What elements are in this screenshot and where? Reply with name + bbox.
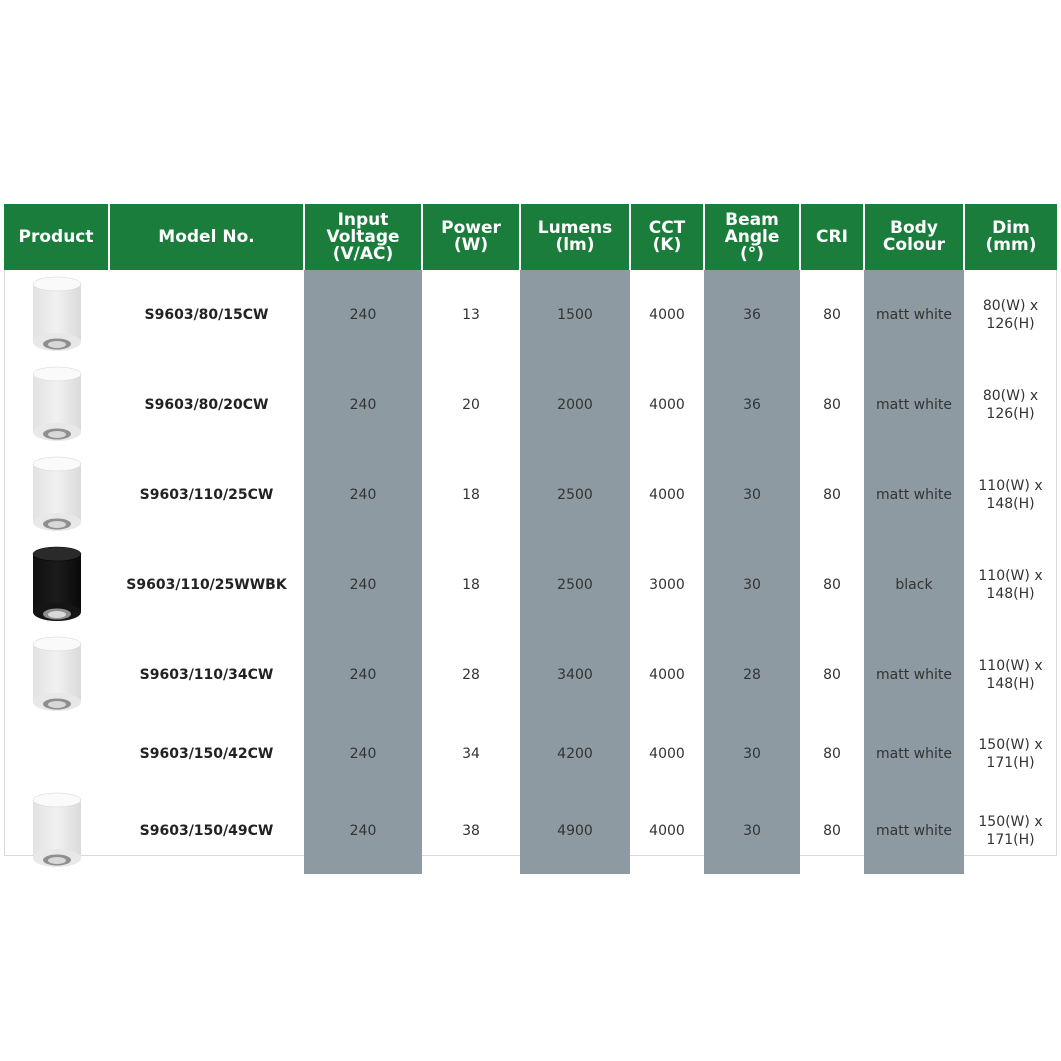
header-model: Model No. — [109, 204, 304, 270]
header-dim: Dim (mm) — [964, 204, 1057, 270]
model-cell: S9603/150/49CW — [139, 823, 274, 839]
table-row — [4, 270, 1057, 360]
product-image-cell — [4, 450, 109, 540]
lumens-cell: 1500 — [520, 270, 630, 360]
lumens-cell: 2500 — [520, 540, 630, 630]
product-image-cell — [4, 270, 109, 360]
beam-cell: 28 — [704, 630, 800, 720]
product-image-cell — [4, 720, 109, 788]
cct-cell: 4000 — [649, 307, 685, 323]
power-cell: 18 — [462, 487, 480, 503]
beam-cell: 36 — [704, 360, 800, 450]
voltage-cell: 240 — [304, 788, 422, 874]
header-body-colour: Body Colour — [864, 204, 964, 270]
header-lumens: Lumens (lm) — [520, 204, 630, 270]
body-colour-cell: matt white — [864, 360, 964, 450]
power-cell: 34 — [462, 746, 480, 762]
cri-cell: 80 — [823, 667, 841, 683]
voltage-cell: 240 — [304, 270, 422, 360]
cri-cell: 80 — [823, 397, 841, 413]
cct-cell: 4000 — [649, 397, 685, 413]
table-row — [4, 540, 1057, 630]
header-voltage: Input Voltage (V/AC) — [304, 204, 422, 270]
model-cell: S9603/80/15CW — [144, 307, 269, 323]
dim-cell: 110(W) x 148(H) — [978, 478, 1043, 512]
beam-cell: 30 — [704, 450, 800, 540]
header-cri: CRI — [800, 204, 864, 270]
header-row — [4, 204, 1057, 270]
body-colour-cell: matt white — [864, 450, 964, 540]
table-row — [4, 720, 1057, 788]
model-cell: S9603/110/34CW — [139, 667, 274, 683]
header-beam-angle: Beam Angle (°) — [704, 204, 800, 270]
body-colour-cell: black — [864, 540, 964, 630]
product-spec-table — [4, 204, 1057, 874]
white-downlight-icon — [31, 366, 83, 444]
dim-cell: 110(W) x 148(H) — [978, 658, 1043, 692]
dim-cell: 150(W) x 171(H) — [978, 814, 1043, 848]
beam-cell: 30 — [704, 540, 800, 630]
body-colour-cell: matt white — [864, 270, 964, 360]
model-cell: S9603/110/25CW — [139, 487, 274, 503]
white-downlight-icon — [31, 792, 83, 870]
power-cell: 18 — [462, 577, 480, 593]
cct-cell: 4000 — [649, 746, 685, 762]
voltage-cell: 240 — [304, 540, 422, 630]
cri-cell: 80 — [823, 307, 841, 323]
header-power: Power (W) — [422, 204, 520, 270]
cct-cell: 4000 — [649, 487, 685, 503]
body-colour-cell: matt white — [864, 720, 964, 788]
voltage-cell: 240 — [304, 630, 422, 720]
product-image-cell — [4, 540, 109, 630]
dim-cell: 80(W) x 126(H) — [982, 388, 1039, 422]
model-cell: S9603/150/42CW — [139, 746, 274, 762]
white-downlight-icon — [31, 636, 83, 714]
white-downlight-icon — [31, 276, 83, 354]
dim-cell: 150(W) x 171(H) — [978, 737, 1043, 771]
cct-cell: 4000 — [649, 823, 685, 839]
power-cell: 13 — [462, 307, 480, 323]
table-row — [4, 788, 1057, 874]
lumens-cell: 2000 — [520, 360, 630, 450]
product-image-cell — [4, 630, 109, 720]
cct-cell: 4000 — [649, 667, 685, 683]
beam-cell: 36 — [704, 270, 800, 360]
cct-cell: 3000 — [649, 577, 685, 593]
table-row — [4, 360, 1057, 450]
lumens-cell: 3400 — [520, 630, 630, 720]
model-cell: S9603/110/25WWBK — [126, 577, 287, 593]
cri-cell: 80 — [823, 746, 841, 762]
dim-cell: 80(W) x 126(H) — [982, 298, 1039, 332]
dim-cell: 110(W) x 148(H) — [978, 568, 1043, 602]
white-downlight-icon — [31, 456, 83, 534]
lumens-cell: 4200 — [520, 720, 630, 788]
table-row — [4, 630, 1057, 720]
voltage-cell: 240 — [304, 720, 422, 788]
cri-cell: 80 — [823, 487, 841, 503]
voltage-cell: 240 — [304, 450, 422, 540]
lumens-cell: 2500 — [520, 450, 630, 540]
product-image-cell — [4, 788, 109, 874]
model-cell: S9603/80/20CW — [144, 397, 269, 413]
beam-cell: 30 — [704, 720, 800, 788]
voltage-cell: 240 — [304, 360, 422, 450]
product-image-cell — [4, 360, 109, 450]
header-product: Product — [4, 204, 109, 270]
power-cell: 20 — [462, 397, 480, 413]
table-row — [4, 450, 1057, 540]
body-colour-cell: matt white — [864, 788, 964, 874]
lumens-cell: 4900 — [520, 788, 630, 874]
black-downlight-icon — [31, 546, 83, 624]
power-cell: 38 — [462, 823, 480, 839]
body-colour-cell: matt white — [864, 630, 964, 720]
beam-cell: 30 — [704, 788, 800, 874]
power-cell: 28 — [462, 667, 480, 683]
cri-cell: 80 — [823, 577, 841, 593]
cri-cell: 80 — [823, 823, 841, 839]
header-cct: CCT (K) — [630, 204, 704, 270]
